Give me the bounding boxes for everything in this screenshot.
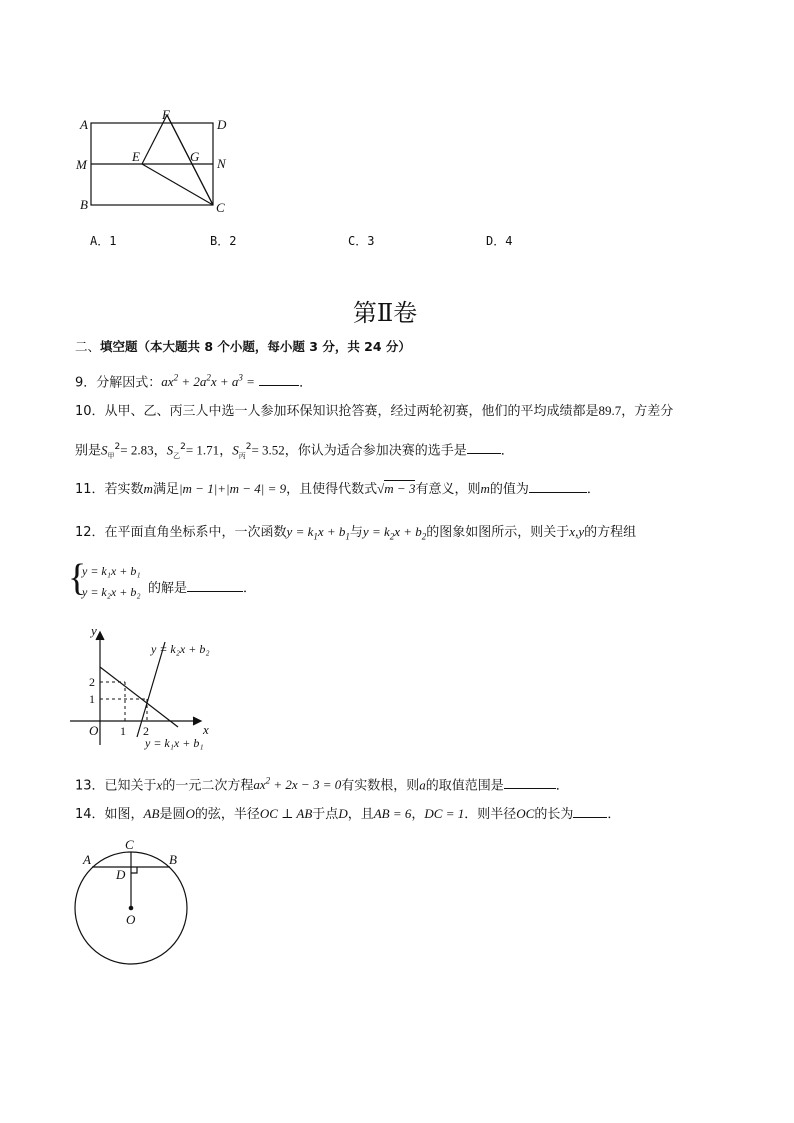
- q11-prefix: 11．若实数: [75, 482, 144, 497]
- q14-t2: 的弦，半径: [194, 807, 260, 822]
- fig1-label-G: G: [190, 149, 200, 164]
- q13-mid2: 有实数根，则: [341, 778, 420, 794]
- q12-line1c: 的图象如图所示，则关于: [426, 525, 570, 540]
- q14-t5: ，: [411, 807, 425, 822]
- q14-ab: AB: [143, 806, 160, 821]
- q10-variance-yi: = 1.71: [185, 442, 220, 458]
- fig1-label-F: F: [162, 107, 170, 122]
- q11-sqrt-expr: m − 3: [384, 481, 416, 496]
- fig3-label-D: D: [116, 867, 126, 882]
- option-c: C．3: [348, 234, 375, 248]
- q13-equation: $ax^2 + 2x - 3 = 0$: [253, 776, 342, 793]
- fig1-label-A: A: [80, 117, 88, 132]
- question-13: 13．已知关于x的一元二次方程$ax^2 + 2x - 3 = 0$有实数根，则a的取值范围是 ．: [75, 776, 569, 794]
- option-d: D．4: [486, 234, 513, 248]
- q10-line2-end: ，你认为适合参加决赛的选手是: [284, 443, 467, 459]
- question-12-line1: [75, 523, 636, 546]
- option-a: A．1: [90, 234, 117, 248]
- figure-circle-chord: [65, 833, 195, 968]
- q11-mid3: 有意义，则: [415, 482, 481, 497]
- question-10-line2: 别是$S_甲^2= 2.83$，$S_乙^2= 1.71$，$S_丙^2= 3.52$，你认为适合参加决赛的选手是 ．: [75, 442, 514, 460]
- q10-sub-bing: 丙: [238, 451, 246, 460]
- fig2-axis-x: x: [203, 722, 209, 737]
- q12-eq1: y = k₁x + b₁: [82, 564, 141, 578]
- q10-line1-end: ，方差分: [621, 404, 674, 419]
- question-14: 14．如图，AB是圆O的弦，半径OC ⊥ AB于点D，且AB = 6，DC = 1．则半径OC的长为 ．: [75, 806, 621, 822]
- part-title: 第Ⅱ卷: [352, 301, 418, 327]
- q13-a: a: [419, 777, 426, 793]
- figure-rectangle-triangle: [70, 105, 240, 220]
- q12-line1a: 12．在平面直角坐标系中，一次函数: [75, 525, 287, 540]
- fig3-center-point: [129, 906, 134, 911]
- q14-prefix: 14．如图，: [75, 807, 144, 822]
- option-b: B．2: [210, 234, 237, 248]
- q13-answer-blank[interactable]: [504, 776, 556, 789]
- q10-line2-prefix: 别是: [75, 443, 102, 459]
- fig1-label-C: C: [216, 200, 225, 215]
- q13-mid: 的一元二次方程: [162, 778, 254, 794]
- fig2-origin: O: [89, 723, 99, 738]
- fig1-label-N: N: [217, 156, 226, 171]
- q12-line2-text: 的解是: [148, 581, 188, 596]
- q10-variance-jia: = 2.83: [120, 442, 154, 458]
- section-heading: [75, 338, 411, 356]
- q14-dc1: DC = 1: [424, 806, 465, 821]
- section-title: 填空题（本大题共 8 个小题，每小题 3 分，共 24 分）: [100, 339, 411, 354]
- q10-answer-blank[interactable]: [467, 441, 501, 454]
- fig2-tick-x1: 1: [120, 724, 126, 738]
- q9-prefix: 9．分解因式：: [75, 375, 162, 391]
- q14-t4: ，且: [347, 807, 374, 822]
- q10-variance-bing: = 3.52: [251, 442, 285, 458]
- q14-perp: OC ⊥ AB: [259, 806, 313, 821]
- fig3-label-B: B: [169, 852, 177, 867]
- figure-coordinate-graph: [65, 622, 235, 757]
- q10-line1: 10．从甲、乙、丙三人中选一人参加环保知识抢答赛，经过两轮初赛，他们的平均成绩都是: [75, 404, 599, 419]
- q11-var-m: m: [143, 481, 153, 496]
- q14-t1: 是圆: [159, 807, 186, 822]
- q14-t7: 的长为: [534, 807, 574, 822]
- section-number: 二、: [75, 339, 101, 354]
- fig3-label-O: O: [126, 912, 136, 927]
- fig2-tick-x2: 2: [143, 724, 149, 738]
- fig2-axis-y: y: [91, 623, 97, 638]
- q11-var-m2: m: [480, 481, 490, 496]
- fig3-label-C: C: [125, 837, 134, 852]
- q13-end: 的取值范围是: [425, 778, 504, 794]
- question-9: 9．分解因式：$ax^2 + 2a^2x + a^3$ = ．: [75, 373, 313, 391]
- q14-answer-blank[interactable]: [573, 805, 607, 818]
- q11-abs-expr: |m − 1|+|m − 4| = 9: [178, 481, 287, 496]
- q12-xy: x,y: [569, 524, 585, 539]
- fig2-tick-y1: 1: [89, 692, 95, 706]
- fig1-label-M: M: [76, 157, 87, 172]
- fig3-label-A: A: [83, 852, 91, 867]
- q10-average: 89.7: [598, 403, 622, 418]
- q14-t3: 于点: [312, 807, 339, 822]
- q14-t6: ．则半径: [464, 807, 517, 822]
- q12-line2: 的解是 ．: [148, 581, 257, 596]
- q11-mid: 满足: [152, 482, 179, 497]
- fig2-label-line-a: y = k₂x + b₂: [151, 642, 210, 656]
- q12-answer-blank[interactable]: [187, 579, 243, 592]
- q12-func2: $y = k_2x + b_2$: [362, 524, 427, 542]
- q10-sub-yi: 乙: [173, 451, 181, 460]
- q9-answer-blank[interactable]: [259, 373, 299, 386]
- q9-expression: $ax^2 + 2a^2x + a^3$ =: [161, 373, 255, 390]
- q14-o: O: [185, 806, 195, 821]
- q12-eq2: y = k₂x + b₂: [82, 585, 141, 599]
- q11-end: 的值为: [489, 482, 529, 497]
- q14-oc: OC: [516, 806, 535, 821]
- q11-mid2: ，且使得代数式: [286, 482, 378, 497]
- q12-line1b: 与: [349, 525, 363, 540]
- fig1-label-D: D: [217, 117, 227, 132]
- fig1-label-E: E: [132, 149, 140, 164]
- fig1-label-B: B: [80, 197, 88, 212]
- q13-prefix: 13．已知关于: [75, 778, 157, 794]
- q11-sqrt-sign: √: [377, 481, 385, 496]
- q14-d: D: [338, 806, 348, 821]
- q11-answer-blank[interactable]: [529, 480, 587, 493]
- fig2-tick-y2: 2: [89, 675, 95, 689]
- q10-sub-jia: 甲: [107, 451, 115, 460]
- q12-func1: $y = k_1x + b_1$: [286, 524, 350, 542]
- question-11: 11．若实数m满足|m − 1|+|m − 4| = 9，且使得代数式√m − 3有意义，则m的值为 ．: [75, 481, 600, 497]
- q14-ab6: AB = 6: [373, 806, 412, 821]
- q13-x: x: [156, 777, 163, 793]
- q12-line1d: 的方程组: [584, 525, 637, 540]
- fig2-label-line-b: y = k₁x + b₁: [145, 736, 204, 750]
- question-10-line1: [75, 402, 673, 421]
- q12-system-brace: {: [68, 557, 87, 599]
